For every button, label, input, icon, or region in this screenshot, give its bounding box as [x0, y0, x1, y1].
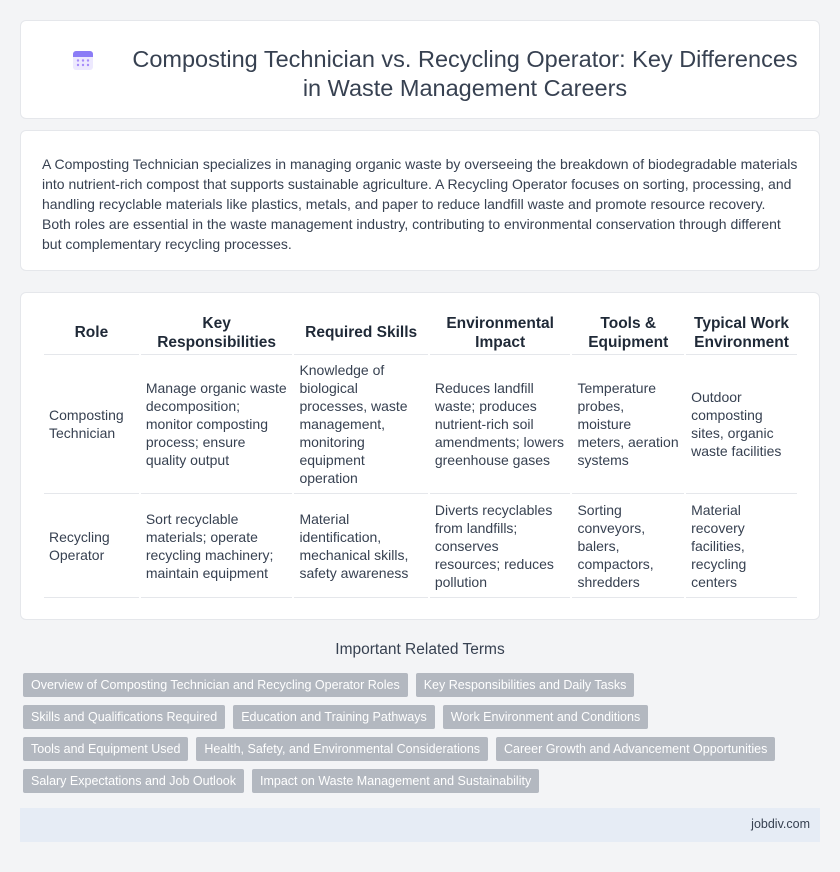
table-cell: Material recovery facilities, recycling centers: [686, 494, 797, 598]
related-term-tag[interactable]: Career Growth and Advancement Opportunities: [496, 737, 775, 761]
related-term-tag[interactable]: Tools and Equipment Used: [23, 737, 188, 761]
table-row: [44, 494, 797, 598]
related-terms-list: [23, 673, 813, 793]
related-term-tag[interactable]: Skills and Qualifications Required: [23, 705, 225, 729]
table-cell: Sorting conveyors, balers, compactors, shredders: [572, 494, 684, 598]
related-term-tag[interactable]: Impact on Waste Management and Sustainability: [252, 769, 539, 793]
table-cell: Temperature probes, moisture meters, aeration systems: [572, 355, 684, 494]
table-header-row: [44, 311, 797, 355]
intro-card: [20, 130, 820, 271]
related-term-tag[interactable]: Health, Safety, and Environmental Considerations: [196, 737, 488, 761]
related-term-tag[interactable]: Overview of Composting Technician and Recycling Operator Roles: [23, 673, 408, 697]
footer-site-link[interactable]: jobdiv.com: [751, 817, 810, 831]
related-terms-title: Important Related Terms: [335, 641, 505, 658]
comparison-table: [42, 311, 799, 598]
table-cell: Reduces landfill waste; produces nutrient-rich soil amendments; lowers greenhouse gases: [430, 355, 571, 494]
header-environmental-impact: Environmental Impact: [430, 311, 571, 355]
table-cell: Outdoor composting sites, organic waste facilities: [686, 355, 797, 494]
comparison-table-card: [20, 292, 820, 620]
header-work-environment: Typical Work Environment: [686, 311, 797, 355]
header-role: Role: [44, 311, 139, 355]
table-row: [44, 355, 797, 494]
related-term-tag[interactable]: Education and Training Pathways: [233, 705, 435, 729]
table-cell: Knowledge of biological processes, waste management, monitoring equipment operation: [294, 355, 427, 494]
footer: [20, 808, 820, 842]
table-cell: Diverts recyclables from landfills; conserves resources; reduces pollution: [430, 494, 571, 598]
table-cell: Composting Technician: [44, 355, 139, 494]
table-cell: Manage organic waste decomposition; monitor composting process; ensure quality output: [141, 355, 293, 494]
table-cell: Material identification, mechanical skills, safety awareness: [294, 494, 427, 598]
header-required-skills: Required Skills: [294, 311, 427, 355]
related-term-tag[interactable]: Salary Expectations and Job Outlook: [23, 769, 244, 793]
page-title: Composting Technician vs. Recycling Operator: Key Differences in Waste Management Careers: [132, 46, 798, 101]
related-term-tag[interactable]: Work Environment and Conditions: [443, 705, 648, 729]
table-cell: Recycling Operator: [44, 494, 139, 598]
related-term-tag[interactable]: Key Responsibilities and Daily Tasks: [416, 673, 635, 697]
title-card: [20, 20, 820, 119]
header-tools-equipment: Tools & Equipment: [572, 311, 684, 355]
header-key-responsibilities: Key Responsibilities: [141, 311, 293, 355]
intro-paragraph: A Composting Technician specializes in managing organic waste by overseeing the breakdown of biodegradable materials into nutrient-rich compost that supports sustainable agriculture. A Recycling Operator focuses on sorting, processing, and handling recyclable materials like plastics, metals, and paper to reduce landfill waste and promote resource recovery. Both roles are essential in the waste management industry, contributing to environmental conservation through different but complementary recycling processes.: [42, 156, 798, 252]
table-cell: Sort recyclable materials; operate recycling machinery; maintain equipment: [141, 494, 293, 598]
